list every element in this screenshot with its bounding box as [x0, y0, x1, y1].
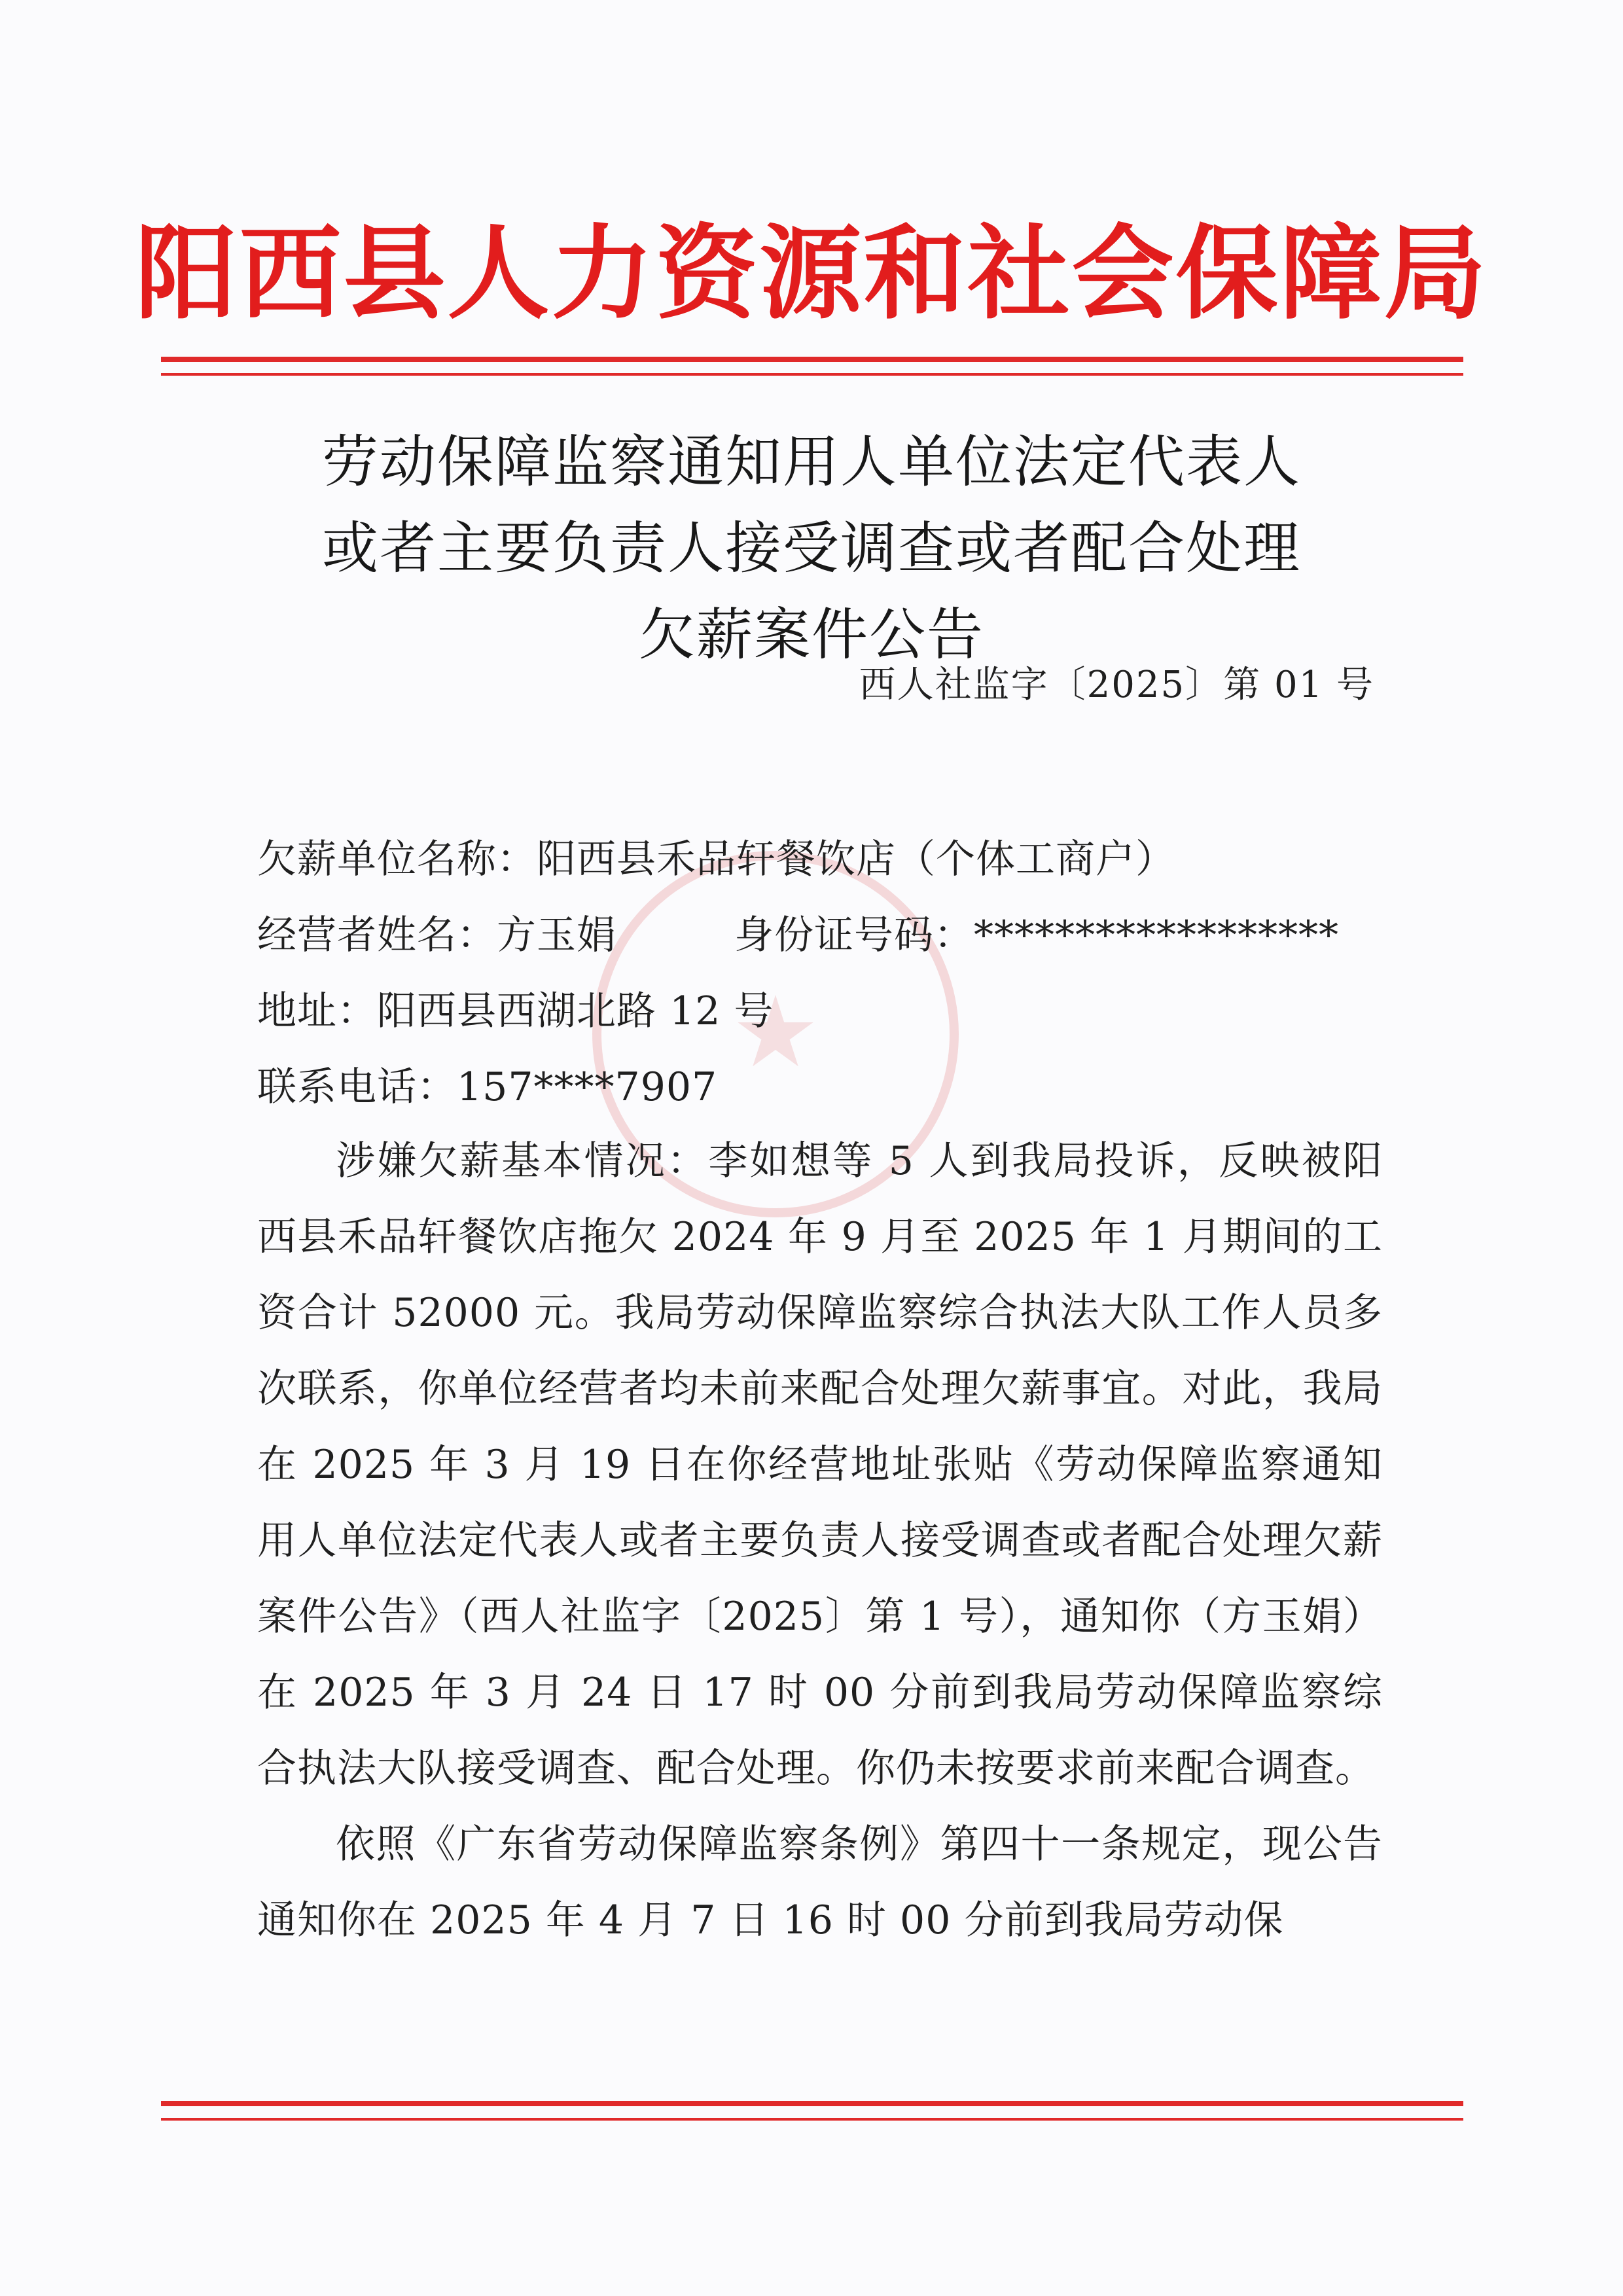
title-line-3: 欠薪案件公告 — [639, 602, 984, 668]
header-divider-thick — [161, 357, 1463, 362]
title-line-1: 劳动保障监察通知用人单位法定代表人 — [322, 429, 1301, 495]
document-number: 西人社监字〔2025〕第 01 号 — [859, 664, 1374, 706]
unit-name-line: 欠薪单位名称：阳西县禾品轩餐饮店（个体工商户） — [257, 836, 1175, 882]
id-number: 身份证号码：****************** — [734, 912, 1339, 958]
document-title — [0, 419, 1623, 678]
notice-body — [257, 1123, 1383, 1958]
agency-name-header: 阳西县人力资源和社会保障局 — [135, 214, 1488, 333]
address-line: 地址：阳西县西湖北路 12 号 — [257, 988, 774, 1034]
header-divider-thin — [161, 373, 1463, 376]
phone-line: 联系电话：157****7907 — [257, 1064, 718, 1110]
title-line-2: 或者主要负责人接受调查或者配合处理 — [322, 516, 1301, 581]
body-paragraph-2: 依照《广东省劳动保障监察条例》第四十一条规定，现公告通知你在 2025 年 4 月 7 日 16 时 00 分前到我局劳动保 — [257, 1821, 1383, 1943]
operator-line — [257, 897, 1383, 973]
footer-divider-thin — [161, 2118, 1463, 2121]
footer-divider-thick — [161, 2101, 1463, 2106]
case-info-block — [257, 821, 1383, 1125]
operator-name: 经营者姓名：方玉娟 — [257, 912, 616, 958]
body-paragraph-1: 涉嫌欠薪基本情况：李如想等 5 人到我局投诉，反映被阳西县禾品轩餐饮店拖欠 2024 年 9 月至 2025 年 1 月期间的工资合计 52000 元。我局劳动保障监察综合执法大队工作人员多次联系，你单位经营者均未前来配合处理欠薪事宜。对此，我局在 2025 年 3 月 19 日在你经营地址张贴《劳动保障监察通知用人单位法定代表人或者主要负责人接受调查或者配合处理欠薪案件公告》（西人社监字〔2025〕第 1 号），通知你（方玉娟）在 2025 年 3 月 24 日 17 时 00 分前到我局劳动保障监察综合执法大队接受调查、配合处理。你仍未按要求前来配合调查。 — [257, 1138, 1383, 1791]
